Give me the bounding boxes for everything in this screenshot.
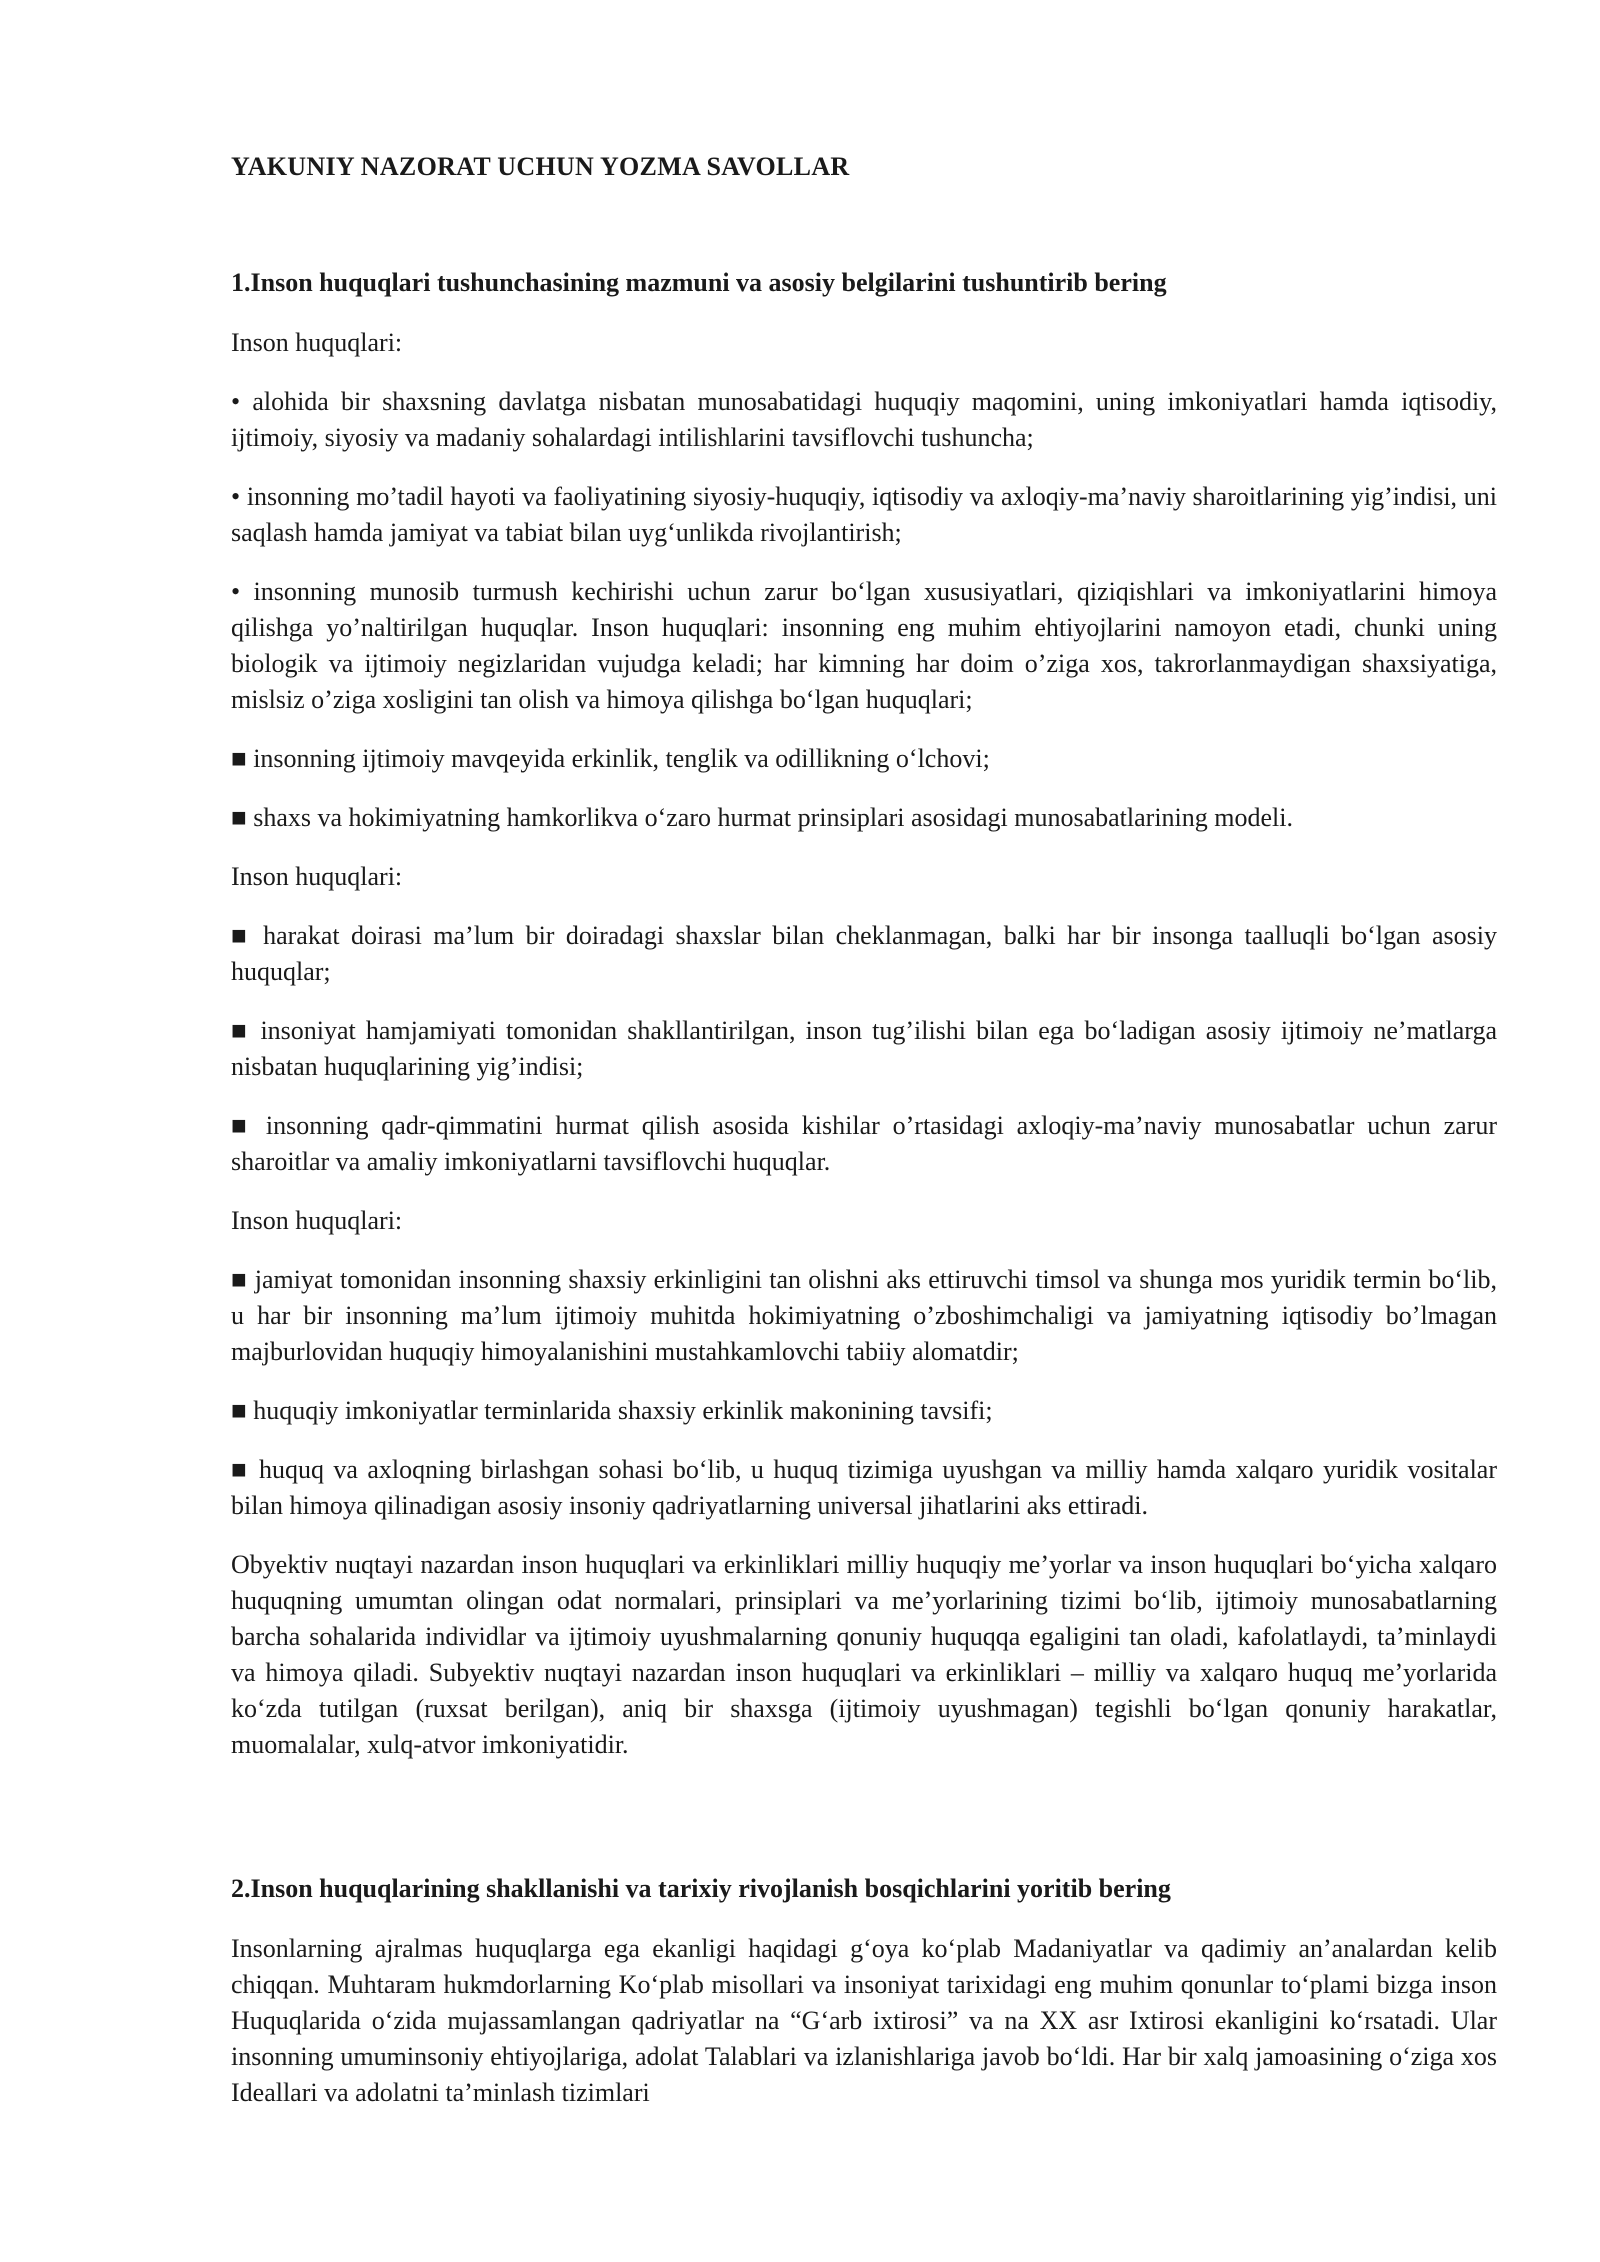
- paragraph: Inson huquqlari:: [231, 862, 403, 891]
- paragraph: ■ shaxs va hokimiyatning hamkorlikva o‘zaro hurmat prinsiplari asosidagi munosabatlarining modeli.: [231, 803, 1293, 832]
- paragraph: Inson huquqlari:: [231, 328, 403, 357]
- section-2-heading: 2.Inson huquqlarining shakllanishi va tarixiy rivojlanish bosqichlarini yoritib bering: [231, 1874, 1171, 1903]
- document-body: [231, 150, 1497, 2134]
- paragraph: • alohida bir shaxsning davlatga nisbatan munosabatidagi huquqiy maqomini, uning imkoniyatlari hamda iqtisodiy, ijtimoiy, siyosiy va madaniy sohalardagi intilishlarini tavsiflovchi tushuncha;: [231, 387, 1497, 452]
- paragraph: ■ insonning qadr-qimmatini hurmat qilish asosida kishilar o’rtasidagi axloqiy-ma’naviy munosabatlar uchun zarur sharoitlar va amaliy imkoniyatlarni tavsiflovchi huquqlar.: [231, 1111, 1497, 1176]
- paragraph: Insonlarning ajralmas huquqlarga ega ekanligi haqidagi g‘oya ko‘plab Madaniyatlar va qadimiy an’analardan kelib chiqqan. Muhtaram hukmdorlarning Ko‘plab misollari va insoniyat tarixidagi eng muhim qonunlar to‘plami bizga inson Huquqlarida o‘zida mujassamlangan qadriyatlar na “G‘arb ixtirosi” va na XX asr Ixtirosi ekanligini ko‘rsatadi. Ular insonning umuminsoniy ehtiyojlariga, adolat Talablari va izlanishlariga javob bo‘ldi. Har bir xalq jamoasining o‘ziga xos Ideallari va adolatni ta’minlash tizimlari: [231, 1934, 1497, 2107]
- paragraph: • insonning munosib turmush kechirishi uchun zarur bo‘lgan xususiyatlari, qiziqishlari va imkoniyatlarini himoya qilishga yo’naltirilgan huquqlar. Inson huquqlari: insonning eng muhim ehtiyojlarini namoyon etadi, chunki uning biologik va ijtimoiy negizlaridan vujudga keladi; har kimning har doim o’ziga xos, takrorlanmaydigan shaxsiyatiga, mislsiz o’ziga xosligini tan olish va himoya qilishga bo‘lgan huquqlari;: [231, 577, 1497, 714]
- paragraph: • insonning mo’tadil hayoti va faoliyatining siyosiy-huquqiy, iqtisodiy va axloqiy-ma’naviy sharoitlarining yig’indisi, uni saqlash hamda jamiyat va tabiat bilan uyg‘unlikda rivojlantirish;: [231, 482, 1497, 547]
- paragraph: ■ jamiyat tomonidan insonning shaxsiy erkinligini tan olishni aks ettiruvchi timsol va shunga mos yuridik termin bo‘lib, u har bir insonning ma’lum ijtimoiy muhitda hokimiyatning o’zboshimchaligi va jamiyatning iqtisodiy bo’lmagan majburlovidan huquqiy himoyalanishini mustahkamlovchi tabiiy alomatdir;: [231, 1265, 1497, 1366]
- section-1-heading: 1.Inson huquqlari tushunchasining mazmuni va asosiy belgilarini tushuntirib bering: [231, 268, 1167, 297]
- paragraph: ■ huquqiy imkoniyatlar terminlarida shaxsiy erkinlik makonining tavsifi;: [231, 1396, 993, 1425]
- paragraph: ■ insoniyat hamjamiyati tomonidan shakllantirilgan, inson tug’ilishi bilan ega bo‘ladigan asosiy ijtimoiy ne’matlarga nisbatan huquqlarining yig’indisi;: [231, 1016, 1497, 1081]
- paragraph: Inson huquqlari:: [231, 1206, 403, 1235]
- paragraph: ■ huquq va axloqning birlashgan sohasi bo‘lib, u huquq tizimiga uyushgan va milliy hamda xalqaro yuridik vositalar bilan himoya qilinadigan asosiy insoniy qadriyatlarning universal jihatlarini aks ettiradi.: [231, 1455, 1497, 1520]
- paragraph: Obyektiv nuqtayi nazardan inson huquqlari va erkinliklari milliy huquqiy me’yorlar va inson huquqlari bo‘yicha xalqaro huquqning umumtan olingan odat normalari, prinsiplari va me’yorlarining tizimi bo‘lib, ijtimoiy munosabatlarning barcha sohalarida individlar va ijtimoiy uyushmalarning qonuniy huquqqa egaligini tan oladi, kafolatlaydi, ta’minlaydi va himoya qiladi. Subyektiv nuqtayi nazardan inson huquqlari va erkinliklari – milliy va xalqaro huquq me’yorlarida ko‘zda tutilgan (ruxsat berilgan), aniq bir shaxsga (ijtimoiy uyushmagan) tegishli bo‘lgan qonuniy harakatlar, muomalalar, xulq-atvor imkoniyatidir.: [231, 1550, 1497, 1759]
- document-title: YAKUNIY NAZORAT UCHUN YOZMA SAVOLLAR: [231, 152, 850, 181]
- paragraph: ■ insonning ijtimoiy mavqeyida erkinlik, tenglik va odillikning o‘lchovi;: [231, 744, 990, 773]
- paragraph: ■ harakat doirasi ma’lum bir doiradagi shaxslar bilan cheklanmagan, balki har bir insonga taalluqli bo‘lgan asosiy huquqlar;: [231, 921, 1497, 986]
